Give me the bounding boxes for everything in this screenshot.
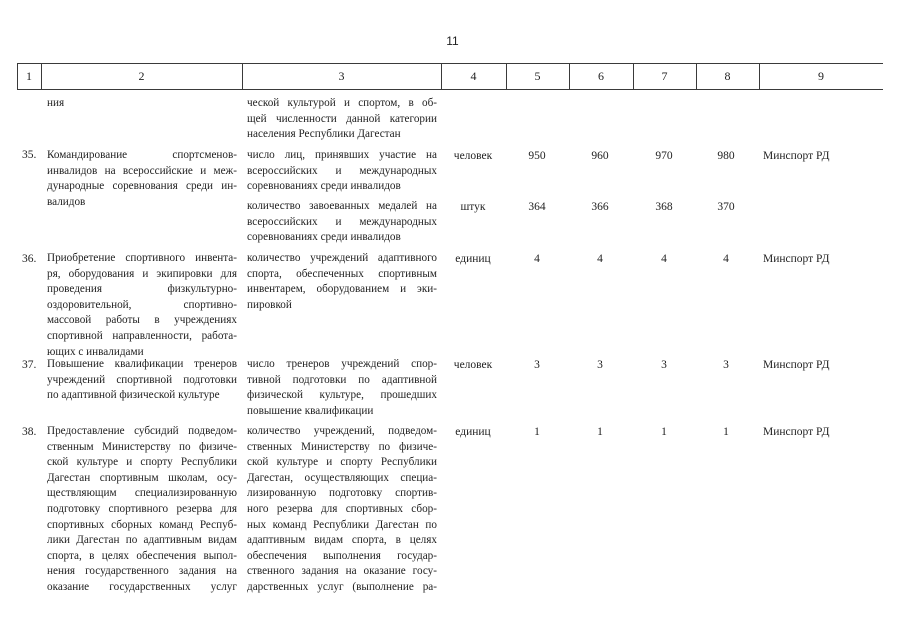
row-number: 38. xyxy=(22,426,37,438)
text-line: число тренеров учреждений спор- xyxy=(247,358,437,370)
text-line: ственным Министерству по физиче- xyxy=(47,440,237,453)
text-line: обеспечения выполнения государ- xyxy=(247,549,437,562)
unit-cell: единиц xyxy=(455,426,491,438)
value-cell: 370 xyxy=(717,201,735,213)
unit-cell: человек xyxy=(453,359,493,371)
column-header: 5 xyxy=(534,69,541,83)
text-line: лизированную подготовку спортив- xyxy=(247,487,437,500)
text-line: число лиц, принявших участие на xyxy=(247,149,437,161)
responsible-cell: Минспорт РД xyxy=(763,150,830,162)
value-cell: 364 xyxy=(528,201,546,213)
unit-cell: единиц xyxy=(455,253,491,265)
text-line: Дагестан, осуществляющих специа- xyxy=(247,471,437,484)
column-header: 6 xyxy=(598,69,604,83)
text-line: спортивных сборных команд Респуб- xyxy=(47,518,237,531)
value-cell: 366 xyxy=(591,201,609,213)
value-cell: 3 xyxy=(597,359,603,371)
text-line: соревнованиях среди инвалидов xyxy=(247,231,401,244)
value-cell: 3 xyxy=(723,359,729,371)
text-line: физической культуре, прошедших xyxy=(247,389,437,402)
value-cell: 960 xyxy=(591,150,609,162)
text-line: Дагестан спортивным школам, осу- xyxy=(47,471,237,484)
text-line: пировкой xyxy=(247,298,292,311)
text-line: количество завоеванных медалей на xyxy=(247,200,437,212)
header-top-border xyxy=(17,63,883,64)
row-number: 36. xyxy=(22,253,37,265)
text-line: всероссийских и международных xyxy=(247,164,437,177)
text-line: количество учреждений адаптивного xyxy=(247,252,437,264)
column-header: 4 xyxy=(470,69,477,83)
text-line: массовой работы в учреждениях xyxy=(47,314,237,327)
text-line: количество учреждений, подведом- xyxy=(247,425,437,437)
text-line: подготовку спортивного резерва для xyxy=(47,502,237,515)
text-line: ской культуре и спорту Республики xyxy=(247,456,437,469)
value-cell: 3 xyxy=(534,359,540,371)
text-line: повышение квалификации xyxy=(247,404,374,417)
text-line: по адаптивной физической культуре xyxy=(47,389,220,402)
value-cell: 368 xyxy=(655,201,673,213)
value-cell: 3 xyxy=(661,359,667,371)
header-bottom-border xyxy=(17,89,883,90)
column-header: 2 xyxy=(138,69,145,83)
text-line: ных команд Республики Дагестан по xyxy=(247,518,437,531)
text-line: ществляющим специализированную xyxy=(47,487,237,500)
value-cell: 950 xyxy=(528,150,546,162)
text-line: Повышение квалификации тренеров xyxy=(47,358,237,370)
text-line: спортивной направленности, работа- xyxy=(47,329,237,342)
text-line: всероссийских и международных xyxy=(247,215,437,228)
responsible-cell: Минспорт РД xyxy=(763,426,830,438)
value-cell: 4 xyxy=(597,253,603,265)
text-line: дарственных услуг (выполнение ра- xyxy=(247,580,437,593)
value-cell: 980 xyxy=(717,150,735,162)
text-line: ственных Министерству по физиче- xyxy=(247,440,437,453)
text-line: ного резерва для спортивных сбор- xyxy=(247,502,437,515)
responsible-cell: Минспорт РД xyxy=(763,253,830,265)
text-line: населения Республики Дагестан xyxy=(247,128,401,141)
text-line: ственного задания на оказание госу- xyxy=(247,565,437,578)
text-line: Командирование спортсменов- xyxy=(47,149,237,161)
value-cell: 970 xyxy=(655,150,673,162)
event-cell xyxy=(47,424,237,596)
text-line: инвентарем, оборудованием и эки- xyxy=(247,283,437,296)
text-line: ря, оборудования и экипировки для xyxy=(47,267,237,280)
text-line: щей численности данной категории xyxy=(247,112,437,125)
page-number: 11 xyxy=(446,34,459,48)
text-line: адаптивным видам спорта, в целях xyxy=(247,534,437,547)
text-line: инвалидов на всероссийские и меж- xyxy=(47,164,237,177)
continued-indicator-cell xyxy=(247,96,437,143)
column-header: 9 xyxy=(818,69,824,83)
text-line: ческой культурой и спортом, в об- xyxy=(247,97,437,109)
text-line: учреждений спортивной подготовки xyxy=(47,373,237,386)
text-line: дународные соревнования среди ин- xyxy=(47,180,237,193)
indicator-cell xyxy=(247,251,437,313)
text-line: спорта, в целях обеспечения выпол- xyxy=(47,549,237,562)
text-line: оказание государственных услуг xyxy=(47,580,237,593)
indicator-cell xyxy=(247,357,437,419)
indicator-cell xyxy=(247,199,437,246)
column-header: 7 xyxy=(661,69,668,83)
text-line: лики Дагестан по адаптивным видам xyxy=(47,534,237,547)
text-line: спорта, обеспеченных спортивным xyxy=(247,267,437,280)
text-line: соревнованиях среди инвалидов xyxy=(247,180,401,193)
text-line: Приобретение спортивного инвента- xyxy=(47,252,237,264)
column-header: 8 xyxy=(724,69,731,83)
text-line: ющих с инвалидами xyxy=(47,345,144,358)
unit-cell: человек xyxy=(453,150,493,162)
value-cell: 1 xyxy=(723,426,729,438)
event-cell xyxy=(47,357,237,404)
text-line: проведения физкультурно- xyxy=(47,283,237,296)
value-cell: 4 xyxy=(723,253,729,265)
responsible-cell: Минспорт РД xyxy=(763,359,830,371)
text-line: оздоровительной, спортивно- xyxy=(47,298,237,311)
event-cell xyxy=(47,148,237,210)
indicator-cell xyxy=(247,148,437,195)
column-header: 3 xyxy=(338,69,345,83)
text-line: ния xyxy=(47,97,65,109)
event-cell xyxy=(47,251,237,360)
text-line: Предоставление субсидий подведом- xyxy=(47,425,237,437)
unit-cell: штук xyxy=(460,201,486,213)
text-line: нения государственного задания на xyxy=(47,565,237,578)
value-cell: 4 xyxy=(534,253,540,265)
value-cell: 4 xyxy=(661,253,667,265)
row-number: 37. xyxy=(22,359,37,371)
value-cell: 1 xyxy=(661,426,667,438)
column-header: 1 xyxy=(26,69,32,83)
text-line: тивной подготовки по адаптивной xyxy=(247,373,437,386)
value-cell: 1 xyxy=(534,426,540,438)
value-cell: 1 xyxy=(597,426,603,438)
continued-event-cell xyxy=(47,96,237,112)
row-number: 35. xyxy=(22,149,37,161)
text-line: валидов xyxy=(47,195,86,208)
indicator-cell xyxy=(247,424,437,596)
text-line: ской культуре и спорту Республики xyxy=(47,456,237,469)
